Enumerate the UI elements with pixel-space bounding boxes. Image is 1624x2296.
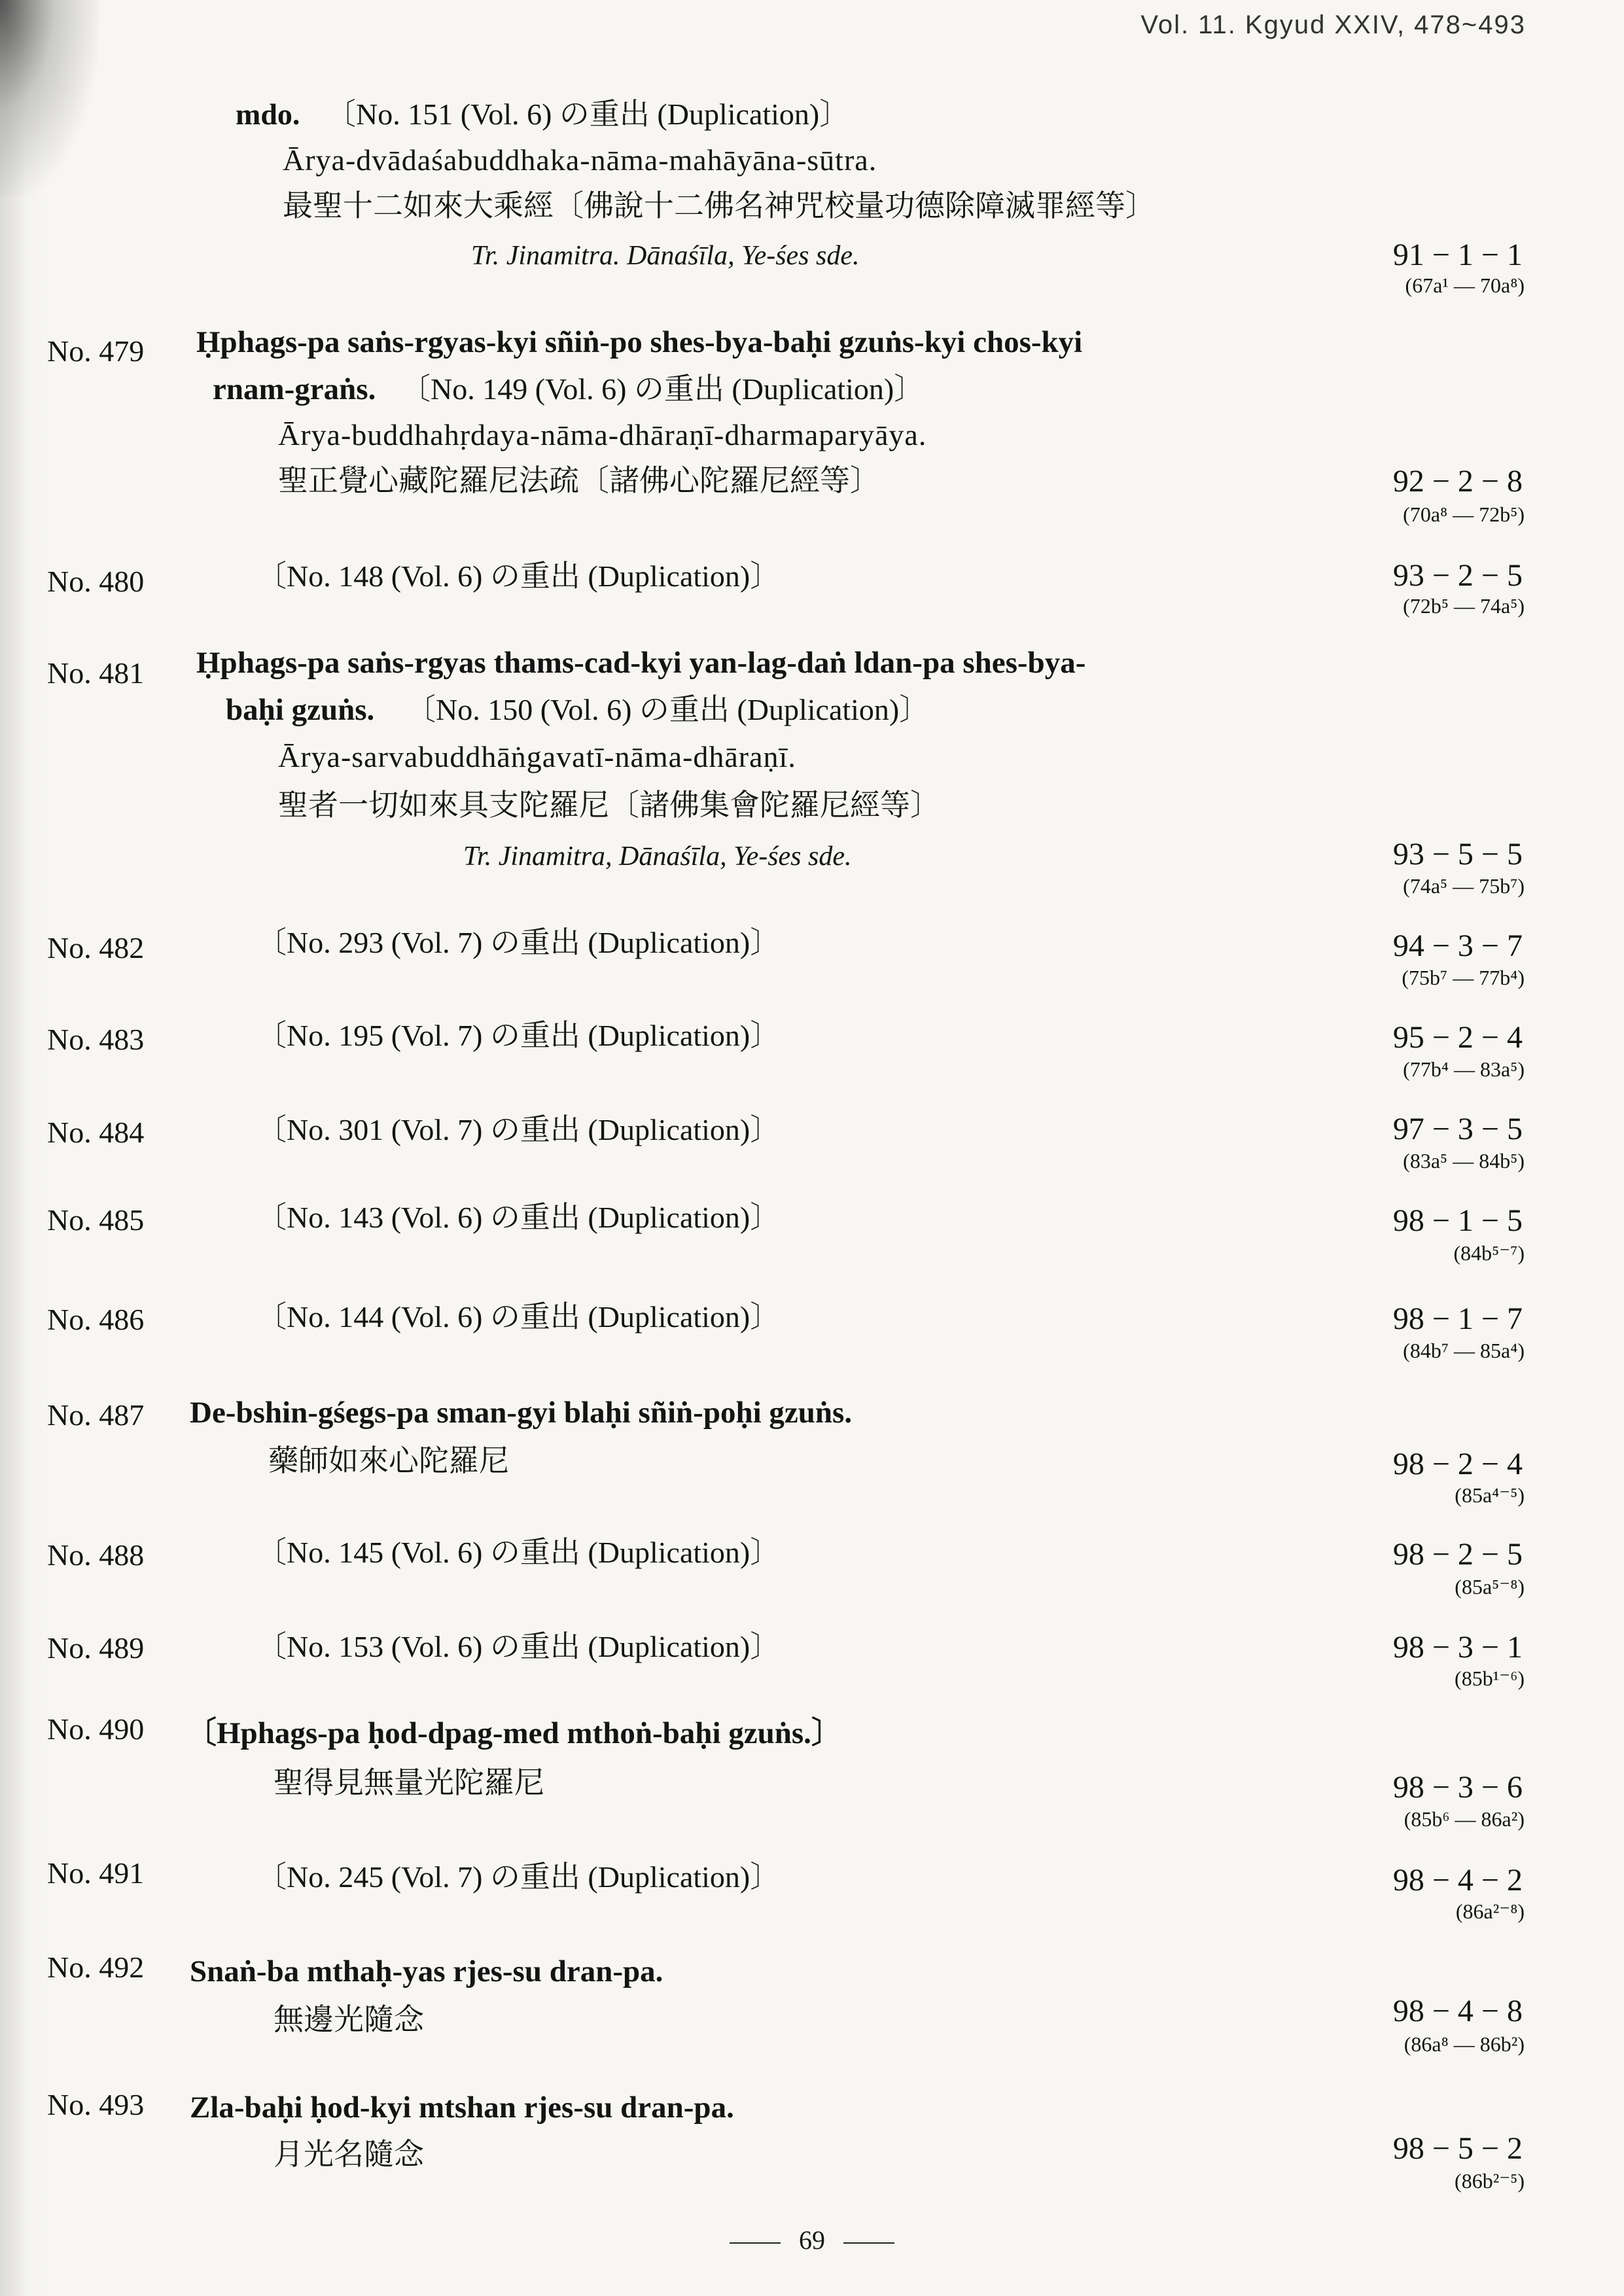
duplication-note: 〔No. 245 (Vol. 7) の重出 (Duplication)〕: [256, 1860, 781, 1894]
translators: Tr. Jinamitra. Dānaśīla, Ye-śes sde.: [471, 241, 860, 271]
entry-number: No. 482: [47, 931, 145, 964]
folio-range: (86a²⁻⁸): [1455, 1899, 1525, 1923]
page-footer: [0, 2225, 1624, 2255]
folio-range: (85a⁴⁻⁵): [1455, 1483, 1525, 1507]
folio-ref: 98 − 4 − 2: [1392, 1863, 1523, 1898]
entry-number: No. 492: [47, 1951, 145, 1984]
entry-number: No. 493: [47, 2088, 145, 2121]
folio-ref: 98 − 3 − 6: [1392, 1770, 1523, 1805]
entry-title: mdo.: [236, 97, 300, 131]
folio-ref: 91 − 1 − 1: [1392, 238, 1523, 272]
folio-ref: 98 − 5 − 2: [1392, 2131, 1523, 2166]
chinese-title: 月光名隨念: [274, 2138, 424, 2171]
entry-title: De-bshin-gśegs-pa sman-gyi blaḥi sñiṅ-poḥi gzuṅs.: [190, 1396, 853, 1430]
folio-range: (85b¹⁻⁶): [1455, 1667, 1525, 1690]
duplication-note: 〔No. 151 (Vol. 6) の重出 (Duplication)〕: [326, 97, 850, 131]
scan-edge-shadow: [0, 0, 46, 2296]
entry-title: 〔Hphags-pa ḥod-dpag-med mthoṅ-baḥi gzuṅs.〕: [186, 1716, 842, 1750]
entry-number: No. 489: [47, 1631, 145, 1665]
entry-number: No. 486: [47, 1303, 145, 1336]
folio-range: (67a¹ — 70a⁸): [1405, 274, 1525, 297]
translators: Tr. Jinamitra, Dānaśīla, Ye-śes sde.: [463, 841, 852, 872]
entry-number: No. 490: [47, 1712, 145, 1746]
entry-number: No. 488: [47, 1538, 145, 1572]
folio-range: (72b⁵ — 74a⁵): [1403, 594, 1525, 618]
entry-number: No. 481: [47, 656, 145, 690]
folio-range: (86a⁸ — 86b²): [1403, 2032, 1525, 2056]
folio-range: (86b²⁻⁵): [1455, 2169, 1525, 2193]
folio-range: (83a⁵ — 84b⁵): [1403, 1149, 1525, 1173]
duplication-note: 〔No. 144 (Vol. 6) の重出 (Duplication)〕: [256, 1300, 781, 1333]
folio-ref: 95 − 2 − 4: [1392, 1020, 1523, 1055]
duplication-note: 〔No. 153 (Vol. 6) の重出 (Duplication)〕: [256, 1630, 781, 1663]
chinese-title: 無邊光隨念: [274, 2003, 424, 2036]
folio-range: (84b⁷ — 85a⁴): [1403, 1339, 1525, 1362]
folio-range: (85b⁶ — 86a²): [1403, 1807, 1525, 1831]
entry-number: No. 480: [47, 565, 145, 598]
folio-ref: 98 − 4 − 8: [1392, 1994, 1523, 2028]
chinese-title: 藥師如來心陀羅尼: [268, 1444, 509, 1477]
footer-rule-left: [730, 2242, 781, 2244]
duplication-note: 〔No. 143 (Vol. 6) の重出 (Duplication)〕: [256, 1201, 781, 1234]
entry-number: No. 483: [47, 1023, 145, 1056]
folio-ref: 94 − 3 − 7: [1392, 928, 1523, 963]
entry-number: No. 487: [47, 1398, 145, 1432]
entry-number: No. 479: [47, 334, 145, 368]
duplication-note: 〔No. 195 (Vol. 7) の重出 (Duplication)〕: [256, 1019, 781, 1052]
chinese-title: 最聖十二如來大乘經〔佛說十二佛名神咒校量功德除障滅罪經等〕: [283, 189, 1156, 222]
duplication-note: 〔No. 145 (Vol. 6) の重出 (Duplication)〕: [256, 1536, 781, 1569]
sanskrit-title: Ārya-buddhahṛdaya-nāma-dhāraṇī-dharmaparyāya.: [278, 418, 927, 451]
duplication-note: 〔No. 148 (Vol. 6) の重出 (Duplication)〕: [256, 559, 781, 593]
entry-number: No. 485: [47, 1203, 145, 1237]
folio-ref: 92 − 2 − 8: [1392, 464, 1523, 499]
entry-number: No. 491: [47, 1856, 145, 1890]
folio-ref: 98 − 2 − 4: [1392, 1447, 1523, 1481]
folio-ref: 98 − 3 − 1: [1392, 1630, 1523, 1665]
entry-title-cont: baḥi gzuṅs.: [226, 693, 375, 727]
entry-title: Snaṅ-ba mthaḥ-yas rjes-su dran-pa.: [190, 1954, 663, 1988]
entry-title: Zla-baḥi ḥod-kyi mtshan rjes-su dran-pa.: [190, 2091, 734, 2125]
page-number: 69: [799, 2225, 825, 2255]
footer-rule-right: [843, 2242, 894, 2244]
duplication-note: 〔No. 301 (Vol. 7) の重出 (Duplication)〕: [256, 1113, 781, 1146]
entry-number: No. 484: [47, 1116, 145, 1149]
duplication-note: 〔No. 293 (Vol. 7) の重出 (Duplication)〕: [256, 926, 781, 959]
folio-ref: 93 − 2 − 5: [1392, 558, 1523, 593]
entry-title: Ḥphags-pa saṅs-rgyas-kyi sñiṅ-po shes-bya-baḥi gzuṅs-kyi chos-kyi: [196, 325, 1083, 359]
entry-title: Ḥphags-pa saṅs-rgyas thams-cad-kyi yan-lag-daṅ ldan-pa shes-bya-: [196, 646, 1086, 680]
folio-range: (84b⁵⁻⁷): [1453, 1241, 1525, 1265]
duplication-note: 〔No. 149 (Vol. 6) の重出 (Duplication)〕: [400, 372, 925, 406]
sanskrit-title: Ārya-sarvabuddhāṅgavatī-nāma-dhāraṇī.: [278, 740, 796, 773]
folio-ref: 98 − 1 − 7: [1392, 1301, 1523, 1336]
chinese-title: 聖正覺心藏陀羅尼法疏〔諸佛心陀羅尼經等〕: [278, 464, 880, 497]
folio-range: (77b⁴ — 83a⁵): [1403, 1057, 1525, 1081]
folio-range: (85a⁵⁻⁸): [1455, 1575, 1525, 1598]
folio-ref: 93 − 5 − 5: [1392, 837, 1523, 872]
folio-ref: 98 − 2 − 5: [1392, 1537, 1523, 1572]
chinese-title: 聖者一切如來具支陀羅尼〔諸佛集會陀羅尼經等〕: [278, 788, 940, 822]
folio-ref: 98 − 1 − 5: [1392, 1203, 1523, 1238]
folio-ref: 97 − 3 − 5: [1392, 1112, 1523, 1146]
running-header: Vol. 11. Kgyud XXIV, 478~493: [1140, 10, 1526, 39]
folio-range: (74a⁵ — 75b⁷): [1403, 874, 1525, 898]
sanskrit-title: Ārya-dvādaśabuddhaka-nāma-mahāyāna-sūtra.: [283, 143, 877, 177]
folio-range: (70a⁸ — 72b⁵): [1403, 503, 1525, 526]
folio-range: (75b⁷ — 77b⁴): [1402, 966, 1525, 989]
scan-corner-shadow: [0, 0, 98, 196]
chinese-title: 聖得見無量光陀羅尼: [274, 1766, 544, 1799]
entry-title-cont: rnam-graṅs.: [213, 372, 376, 406]
duplication-note: 〔No. 150 (Vol. 6) の重出 (Duplication)〕: [406, 693, 930, 726]
